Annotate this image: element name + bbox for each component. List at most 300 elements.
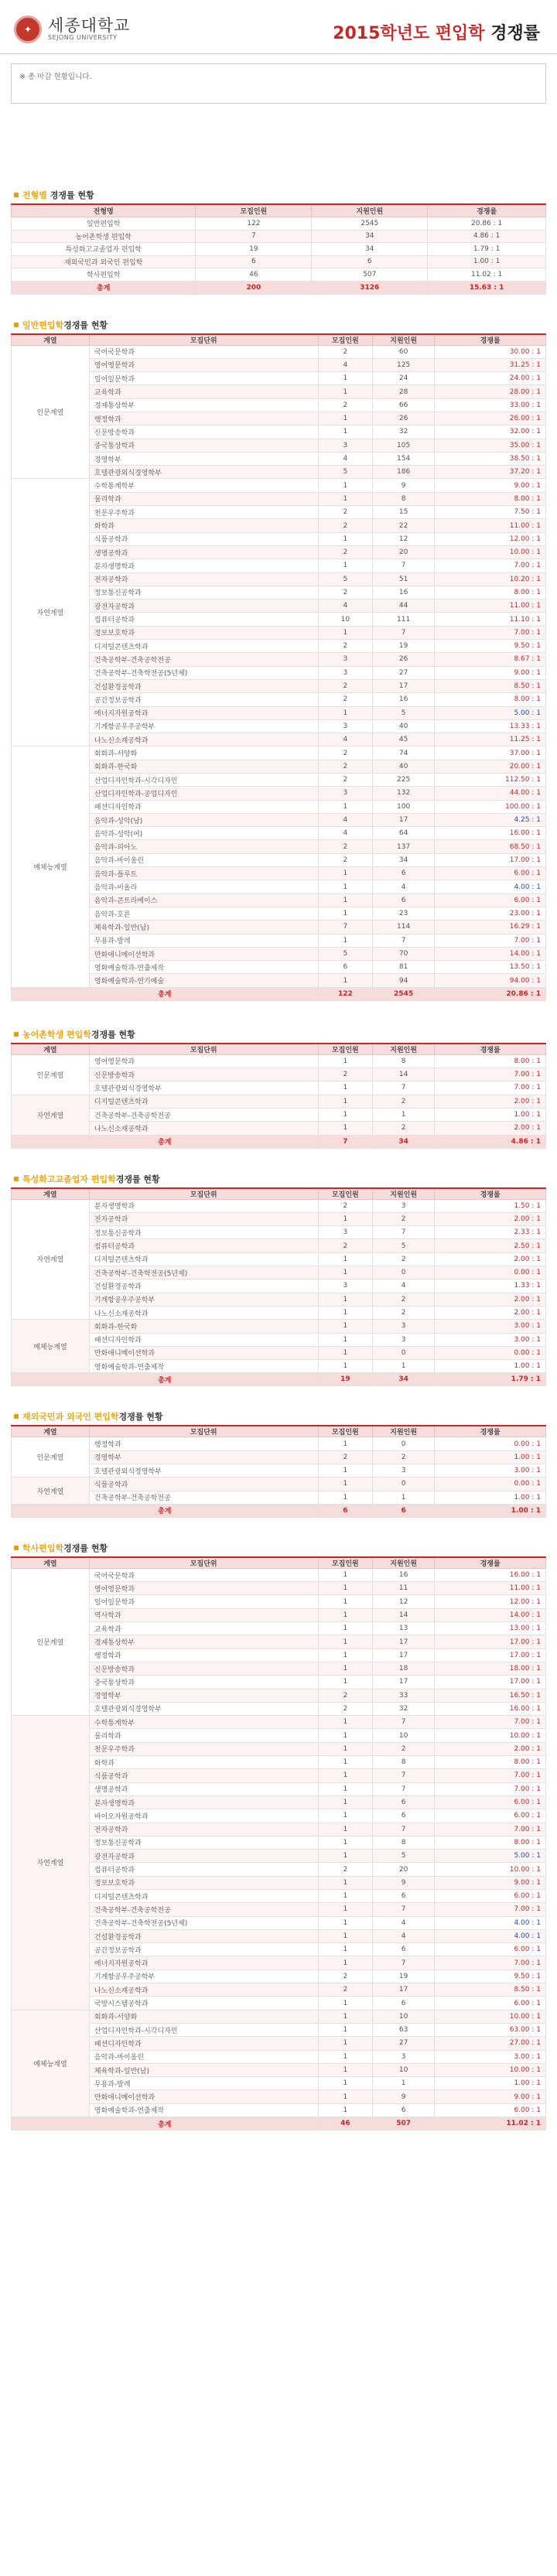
- table-row: [12, 1742, 546, 1755]
- col-header: 모집인원: [318, 1426, 372, 1437]
- unit-cell: 음악과-호른: [89, 907, 318, 920]
- applicants-cell: 6: [373, 1809, 435, 1823]
- applicants-cell: 12: [373, 532, 435, 545]
- ratio-cell: 9.00 : 1: [435, 666, 546, 679]
- table-row: [12, 2090, 546, 2103]
- total-applicants: 34: [373, 1135, 435, 1148]
- applicants-cell: 114: [373, 921, 435, 934]
- table-row: [12, 1360, 546, 1373]
- quota-cell: 1: [318, 1306, 372, 1319]
- ratio-cell: 6.00 : 1: [435, 867, 546, 880]
- total-row: [12, 281, 546, 294]
- applicants-cell: 28: [373, 385, 435, 398]
- table-row: [12, 679, 546, 692]
- quota-cell: 1: [318, 1997, 372, 2010]
- unit-cell: 만화애니메이션학과: [89, 1346, 318, 1359]
- quota-cell: 1: [318, 974, 372, 987]
- table-row: [12, 1279, 546, 1293]
- quota-cell: 1: [318, 425, 372, 439]
- total-ratio: 20.86 : 1: [435, 987, 546, 1000]
- table-row: [12, 1622, 546, 1635]
- ratio-cell: 10.00 : 1: [435, 545, 546, 559]
- applicants-cell: 6: [373, 2103, 435, 2116]
- quota-cell: 2: [318, 586, 372, 599]
- unit-cell: 천문우주학과: [89, 1742, 318, 1755]
- ratio-cell: 2.00 : 1: [435, 1252, 546, 1266]
- applicants-cell: 66: [373, 398, 435, 412]
- ratio-cell: 17.00 : 1: [435, 1676, 546, 1689]
- table-cell: 20.86 : 1: [428, 217, 546, 231]
- unit-cell: 정보보호학과: [89, 626, 318, 639]
- quota-cell: 1: [318, 1648, 372, 1662]
- unit-cell: 공간정보공학과: [89, 1943, 318, 1956]
- unit-cell: 건축공학부-건축공학전공: [89, 1108, 318, 1121]
- section-title-hl: 농어촌학생 편입학: [22, 1029, 91, 1040]
- applicants-cell: 64: [373, 827, 435, 840]
- applicants-cell: 18: [373, 1662, 435, 1675]
- applicants-cell: 11: [373, 1582, 435, 1595]
- quota-cell: 1: [318, 1464, 372, 1477]
- unit-cell: 패션디자인학과: [89, 800, 318, 813]
- total-ratio: 1.00 : 1: [435, 1504, 546, 1517]
- table-row: [12, 706, 546, 719]
- table-row: [12, 1437, 546, 1450]
- unit-cell: 경제통상학부: [89, 1635, 318, 1648]
- unit-cell: 만화애니메이션학과: [89, 2090, 318, 2103]
- table-row: [12, 1226, 546, 1239]
- ratio-cell: 100.00 : 1: [435, 800, 546, 813]
- applicants-cell: 154: [373, 452, 435, 465]
- ratio-cell: 1.00 : 1: [435, 1450, 546, 1464]
- col-header: 모집단위: [89, 1557, 318, 1569]
- quota-cell: 4: [318, 813, 372, 826]
- table-row: [12, 1346, 546, 1359]
- unit-cell: 회화과-서양화: [89, 746, 318, 760]
- ratio-cell: 8.00 : 1: [435, 1756, 546, 1769]
- ratio-cell: 8.00 : 1: [435, 586, 546, 599]
- unit-cell: 만화애니메이션학과: [89, 947, 318, 960]
- quota-cell: 1: [318, 1608, 372, 1621]
- unit-cell: 호텔관광외식경영학부: [89, 466, 318, 479]
- ratio-cell: 7.00 : 1: [435, 934, 546, 947]
- unit-cell: 회화과-서양화: [89, 2010, 318, 2023]
- unit-cell: 경제통상학부: [89, 398, 318, 412]
- applicants-cell: 2: [373, 1212, 435, 1225]
- col-header: 모집인원: [318, 334, 372, 346]
- ratio-cell: 16.00 : 1: [435, 1568, 546, 1581]
- unit-cell: 정보통신공학과: [89, 586, 318, 599]
- table-row: [12, 787, 546, 800]
- section-title-post: 경쟁률 현황: [63, 319, 108, 330]
- quota-cell: 2: [318, 1689, 372, 1702]
- unit-cell: 디지털콘텐츠학과: [89, 1890, 318, 1903]
- header: [0, 0, 557, 54]
- unit-cell: 식품공학과: [89, 1478, 318, 1491]
- ratio-cell: 17.00 : 1: [435, 1635, 546, 1648]
- table-cell: 1.00 : 1: [428, 255, 546, 268]
- col-header: 지원인원: [373, 1426, 435, 1437]
- applicants-cell: 137: [373, 840, 435, 853]
- applicants-cell: 13: [373, 1622, 435, 1635]
- table-row: [12, 880, 546, 893]
- quota-cell: 1: [318, 1929, 372, 1942]
- quota-cell: 1: [318, 1823, 372, 1836]
- applicants-cell: 7: [373, 1782, 435, 1795]
- unit-cell: 경영학부: [89, 1689, 318, 1702]
- unit-cell: 음악과-비올라: [89, 880, 318, 893]
- applicants-cell: 5: [373, 706, 435, 719]
- table-cell: 6: [312, 255, 428, 268]
- ratio-cell: 30.00 : 1: [435, 345, 546, 358]
- table-row: [12, 217, 546, 231]
- quota-cell: 1: [318, 1437, 372, 1450]
- quota-cell: 2: [318, 345, 372, 358]
- col-header: 지원인원: [312, 204, 428, 217]
- ratio-cell: 8.67 : 1: [435, 653, 546, 666]
- ratio-cell: 7.00 : 1: [435, 559, 546, 572]
- unit-cell: 체육학과-일반(남): [89, 921, 318, 934]
- table-row: [12, 345, 546, 358]
- ratio-cell: 13.33 : 1: [435, 719, 546, 733]
- applicants-cell: 19: [373, 640, 435, 653]
- quota-cell: 7: [318, 921, 372, 934]
- table-cell: 6: [196, 255, 312, 268]
- unit-cell: 역사학과: [89, 1608, 318, 1621]
- unit-cell: 분자생명학과: [89, 1199, 318, 1212]
- unit-cell: 음악과-바이올린: [89, 853, 318, 866]
- quota-cell: 1: [318, 1360, 372, 1373]
- applicants-cell: 0: [373, 1346, 435, 1359]
- ratio-cell: 1.00 : 1: [435, 1108, 546, 1121]
- unit-cell: 호텔관광외식경영학부: [89, 1702, 318, 1715]
- unit-cell: 무용과-발레: [89, 2077, 318, 2090]
- ratio-cell: 7.00 : 1: [435, 1068, 546, 1081]
- applicants-cell: 4: [373, 1929, 435, 1942]
- unit-cell: 정보보호학과: [89, 1876, 318, 1889]
- competition-section: [11, 1026, 546, 1149]
- ratio-cell: 6.00 : 1: [435, 1997, 546, 2010]
- bullet-icon: [14, 1414, 19, 1419]
- unit-cell: 정보통신공학과: [89, 1836, 318, 1849]
- unit-cell: 교육학과: [89, 385, 318, 398]
- table-row: [12, 921, 546, 934]
- applicants-cell: 17: [373, 1983, 435, 1997]
- table-row: [12, 653, 546, 666]
- applicants-cell: 17: [373, 813, 435, 826]
- ratio-cell: 32.00 : 1: [435, 425, 546, 439]
- competition-table: [11, 1187, 546, 1387]
- ratio-cell: 6.00 : 1: [435, 2103, 546, 2116]
- total-quota: 46: [318, 2117, 372, 2130]
- table-row: [12, 1782, 546, 1795]
- table-cell: 34: [312, 243, 428, 256]
- applicants-cell: 9: [373, 2090, 435, 2103]
- table-row: [12, 2063, 546, 2076]
- applicants-cell: 17: [373, 1635, 435, 1648]
- total-cell: 15.63 : 1: [428, 281, 546, 294]
- unit-cell: 정보통신공학과: [89, 1226, 318, 1239]
- group-cell: 예체능계열: [12, 746, 90, 987]
- applicants-cell: 8: [373, 1756, 435, 1769]
- ratio-cell: 7.00 : 1: [435, 626, 546, 639]
- ratio-cell: 13.50 : 1: [435, 961, 546, 974]
- table-row: [12, 1916, 546, 1929]
- table-row: [12, 255, 546, 268]
- table-row: [12, 425, 546, 439]
- quota-cell: 2: [318, 760, 372, 773]
- table-row: [12, 1756, 546, 1769]
- table-row: [12, 1306, 546, 1319]
- ratio-cell: 9.50 : 1: [435, 1970, 546, 1983]
- ratio-cell: 16.00 : 1: [435, 1702, 546, 1715]
- table-row: [12, 1769, 546, 1782]
- quota-cell: 1: [318, 1782, 372, 1795]
- quota-cell: 1: [318, 1756, 372, 1769]
- table-cell: 4.86 : 1: [428, 230, 546, 243]
- unit-cell: 무용과-발레: [89, 934, 318, 947]
- table-row: [12, 2050, 546, 2063]
- unit-cell: 수학통계학부: [89, 1716, 318, 1729]
- ratio-cell: 6.00 : 1: [435, 1890, 546, 1903]
- table-row: [12, 1983, 546, 1997]
- unit-cell: 건축공학부-건축공학전공: [89, 1491, 318, 1504]
- applicants-cell: 6: [373, 893, 435, 907]
- table-row: [12, 613, 546, 626]
- section-title: [11, 1170, 546, 1187]
- applicants-cell: 7: [373, 626, 435, 639]
- ratio-cell: 7.00 : 1: [435, 1956, 546, 1970]
- competition-table: [11, 1556, 546, 2130]
- applicants-cell: 0: [373, 1437, 435, 1450]
- ratio-cell: 2.33 : 1: [435, 1226, 546, 1239]
- group-cell: 인문계열: [12, 1568, 90, 1715]
- quota-cell: 1: [318, 1943, 372, 1956]
- unit-cell: 기계항공우주공학부: [89, 1293, 318, 1306]
- unit-cell: 생명공학과: [89, 1782, 318, 1795]
- table-row: [12, 1595, 546, 1608]
- total-label: 총계: [12, 1135, 319, 1148]
- col-header: 모집단위: [89, 334, 318, 346]
- ratio-cell: 9.00 : 1: [435, 479, 546, 492]
- ratio-cell: 10.00 : 1: [435, 2063, 546, 2076]
- ratio-cell: 2.00 : 1: [435, 1293, 546, 1306]
- applicants-cell: 7: [373, 1956, 435, 1970]
- ratio-cell: 16.00 : 1: [435, 827, 546, 840]
- unit-cell: 중국통상학과: [89, 1676, 318, 1689]
- quota-cell: 1: [318, 2103, 372, 2116]
- section-title: 전형별 경쟁률 현황: [11, 186, 546, 203]
- table-row: [12, 813, 546, 826]
- applicants-cell: 1: [373, 1491, 435, 1504]
- col-header: 지원인원: [373, 1188, 435, 1200]
- table-row: [12, 586, 546, 599]
- quota-cell: 4: [318, 827, 372, 840]
- applicants-cell: 10: [373, 2010, 435, 2023]
- summary-section: [11, 186, 546, 295]
- table-row: [12, 600, 546, 613]
- applicants-cell: 186: [373, 466, 435, 479]
- ratio-cell: 9.50 : 1: [435, 640, 546, 653]
- ratio-cell: 14.00 : 1: [435, 947, 546, 960]
- competition-section: [11, 1408, 546, 1517]
- unit-cell: 산업디자인학과-시각디자인: [89, 774, 318, 787]
- ratio-cell: 31.25 : 1: [435, 358, 546, 371]
- quota-cell: 1: [318, 1095, 372, 1108]
- total-row: [12, 1135, 546, 1148]
- quota-cell: 1: [318, 2037, 372, 2050]
- applicants-cell: 19: [373, 1970, 435, 1983]
- applicants-cell: 40: [373, 719, 435, 733]
- unit-cell: 패션디자인학과: [89, 2037, 318, 2050]
- table-row: [12, 2037, 546, 2050]
- group-cell: 인문계열: [12, 1054, 90, 1095]
- unit-cell: 에너지자원공학과: [89, 1956, 318, 1970]
- applicants-cell: 34: [373, 853, 435, 866]
- unit-cell: 나노신소재공학과: [89, 1983, 318, 1997]
- quota-cell: 2: [318, 746, 372, 760]
- quota-cell: 1: [318, 1836, 372, 1849]
- table-row: [12, 1809, 546, 1823]
- table-row: [12, 1795, 546, 1809]
- applicants-cell: 1: [373, 1108, 435, 1121]
- quota-cell: 2: [318, 640, 372, 653]
- table-row: [12, 358, 546, 371]
- applicants-cell: 105: [373, 439, 435, 452]
- table-row: [12, 559, 546, 572]
- unit-cell: 음악과-성악(여): [89, 827, 318, 840]
- summary-table: [11, 203, 546, 295]
- applicants-cell: 6: [373, 1943, 435, 1956]
- table-row: [12, 1293, 546, 1306]
- applicants-cell: 7: [373, 1823, 435, 1836]
- unit-cell: 회화과-한국화: [89, 760, 318, 773]
- unit-cell: 산업디자인학과-공업디자인: [89, 787, 318, 800]
- quota-cell: 2: [318, 1068, 372, 1081]
- quota-cell: 1: [318, 2077, 372, 2090]
- table-row: [12, 1054, 546, 1068]
- applicants-cell: 2: [373, 1306, 435, 1319]
- bullet-icon: [14, 1177, 19, 1181]
- table-cell: 농어촌학생 편입학: [12, 230, 196, 243]
- applicants-cell: 45: [373, 733, 435, 746]
- unit-cell: 패션디자인학과: [89, 1333, 318, 1346]
- quota-cell: 1: [318, 532, 372, 545]
- applicants-cell: 17: [373, 1648, 435, 1662]
- table-row: [12, 1635, 546, 1648]
- col-header: 경쟁률: [435, 1426, 546, 1437]
- table-row: [12, 1199, 546, 1212]
- quota-cell: 2: [318, 840, 372, 853]
- table-row: [12, 2077, 546, 2090]
- applicants-cell: 7: [373, 1081, 435, 1095]
- unit-cell: 바이오자원공학과: [89, 1809, 318, 1823]
- ratio-cell: 63.00 : 1: [435, 2023, 546, 2036]
- ratio-cell: 1.00 : 1: [435, 2077, 546, 2090]
- table-cell: 34: [312, 230, 428, 243]
- ratio-cell: 28.00 : 1: [435, 385, 546, 398]
- unit-cell: 건설환경공학과: [89, 679, 318, 692]
- ratio-cell: 7.00 : 1: [435, 1903, 546, 1916]
- total-cell: 200: [196, 281, 312, 294]
- col-header: 모집인원: [318, 1044, 372, 1055]
- quota-cell: 1: [318, 559, 372, 572]
- table-row: [12, 243, 546, 256]
- quota-cell: 1: [318, 479, 372, 492]
- table-cell: 2545: [312, 217, 428, 231]
- table-row: [12, 372, 546, 385]
- table-row: [12, 1252, 546, 1266]
- applicants-cell: 74: [373, 746, 435, 760]
- col-header: 경쟁률: [428, 204, 546, 217]
- unit-cell: 행정학과: [89, 1437, 318, 1450]
- quota-cell: 2: [318, 519, 372, 532]
- ratio-cell: 0.00 : 1: [435, 1266, 546, 1279]
- table-row: [12, 867, 546, 880]
- applicants-cell: 2: [373, 1450, 435, 1464]
- unit-cell: 전자공학과: [89, 1823, 318, 1836]
- unit-cell: 국방시스템공학과: [89, 1997, 318, 2010]
- unit-cell: 전자공학과: [89, 572, 318, 586]
- unit-cell: 건축공학부-건축공학전공: [89, 1903, 318, 1916]
- quota-cell: 1: [318, 1903, 372, 1916]
- table-row: [12, 1836, 546, 1849]
- table-row: [12, 774, 546, 787]
- col-header: 지원인원: [373, 334, 435, 346]
- applicants-cell: 16: [373, 1568, 435, 1581]
- quota-cell: 2: [318, 1450, 372, 1464]
- applicants-cell: 20: [373, 545, 435, 559]
- unit-cell: 일어일문학과: [89, 372, 318, 385]
- applicants-cell: 1: [373, 1360, 435, 1373]
- quota-cell: 3: [318, 1226, 372, 1239]
- unit-cell: 공간정보공학과: [89, 693, 318, 706]
- competition-section: [11, 316, 546, 1001]
- quota-cell: 1: [318, 1716, 372, 1729]
- group-cell: 예체능계열: [12, 1320, 90, 1373]
- total-cell: 3126: [312, 281, 428, 294]
- applicants-cell: 1: [373, 2077, 435, 2090]
- ratio-cell: 10.20 : 1: [435, 572, 546, 586]
- table-row: [12, 1823, 546, 1836]
- applicants-cell: 4: [373, 880, 435, 893]
- unit-cell: 물리학과: [89, 492, 318, 505]
- quota-cell: 1: [318, 907, 372, 920]
- ratio-cell: 17.00 : 1: [435, 853, 546, 866]
- quota-cell: 1: [318, 1212, 372, 1225]
- applicants-cell: 63: [373, 2023, 435, 2036]
- quota-cell: 1: [318, 1491, 372, 1504]
- notice-box: [11, 63, 546, 104]
- applicants-cell: 2: [373, 1122, 435, 1135]
- applicants-cell: 40: [373, 760, 435, 773]
- unit-cell: 산업디자인학과-시각디자인: [89, 2023, 318, 2036]
- applicants-cell: 9: [373, 1876, 435, 1889]
- unit-cell: 교육학과: [89, 1622, 318, 1635]
- table-row: [12, 746, 546, 760]
- quota-cell: 2: [318, 1970, 372, 1983]
- applicants-cell: 32: [373, 1702, 435, 1715]
- applicants-cell: 5: [373, 1850, 435, 1863]
- table-row: [12, 1702, 546, 1715]
- table-row: [12, 1068, 546, 1081]
- university-logo[interactable]: [14, 15, 130, 43]
- table-row: [12, 1876, 546, 1889]
- unit-cell: 식품공학과: [89, 1769, 318, 1782]
- ratio-cell: 7.00 : 1: [435, 1782, 546, 1795]
- competition-section: [11, 1539, 546, 2130]
- table-row: [12, 1943, 546, 1956]
- quota-cell: 1: [318, 1876, 372, 1889]
